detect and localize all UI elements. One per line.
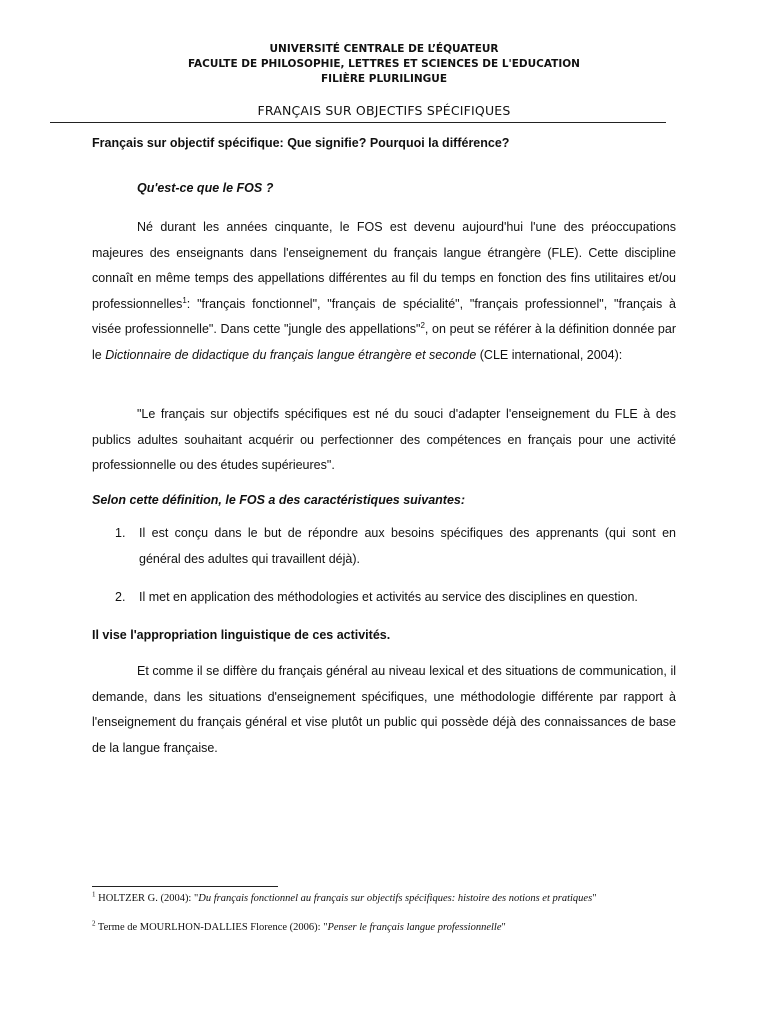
footnote-2 <box>92 919 676 934</box>
definition-quote-text: "Le français sur objectifs spécifiques est né du souci d'adapter l'enseignement du FLE à des publics adultes souhaitant acquérir ou perfectionner des compétences en français pour une activité professionnelle ou des études supérieures". <box>92 407 676 472</box>
document-title: FRANÇAIS SUR OBJECTIFS SPÉCIFIQUES <box>257 103 511 118</box>
dictionary-title: Dictionnaire de didactique du français langue étrangère et seconde <box>105 347 477 362</box>
title-underline <box>50 122 666 123</box>
characteristics-heading: Selon cette définition, le FOS a des caractéristiques suivantes: <box>92 493 466 507</box>
intro-paragraph <box>92 215 676 368</box>
conclusion-paragraph <box>92 659 676 761</box>
footnote-text: Terme de MOURLHON-DALLIES Florence (2006): " <box>95 922 328 933</box>
footnote-work-title: Du français fonctionnel au français sur objectifs spécifiques: histoire des notions et pratiques <box>198 893 593 904</box>
footnote-ref-1: 1 <box>182 295 187 305</box>
faculty-name: FACULTE DE PHILOSOPHIE, LETTRES ET SCIENCES DE L'EDUCATION <box>188 58 580 70</box>
university-name: UNIVERSITÉ CENTRALE DE L’ÉQUATEUR <box>269 43 499 55</box>
list-number: 1. <box>115 526 126 540</box>
list-number: 2. <box>115 590 126 604</box>
intro-text-d: (CLE international, 2004): <box>476 347 623 362</box>
question-heading: Français sur objectif spécifique: Que signifie? Pourquoi la différence? <box>92 136 510 150</box>
footnote-text: HOLTZER G. (2004): " <box>95 893 199 904</box>
footnote-mark: 2 <box>92 919 96 928</box>
footnote-work-title: Penser le français langue professionnelle <box>327 922 502 933</box>
fos-subheading: Qu'est-ce que le FOS ? <box>137 181 274 195</box>
intro-text-a: Né durant les années cinquante, le FOS est devenu aujourd'hui l'une des préoccupations majeures des enseignants dans l'enseignement du français langue étrangère (FLE). Cette discipline connaît en même temps des appellations différentes au fil du temps en fonction des fins utilitaires et/ou professionnelles <box>92 220 676 311</box>
footnote-ref-2: 2 <box>420 320 425 330</box>
footnote-1 <box>92 890 676 905</box>
list-text: Il est conçu dans le but de répondre aux besoins spécifiques des apprenants (qui sont en général des adultes qui travaillent déjà). <box>139 526 676 566</box>
aim-heading: Il vise l'appropriation linguistique de ces activités. <box>92 628 391 642</box>
conclusion-text: Et comme il se diffère du français général au niveau lexical et des situations de communication, il demande, dans les situations d'enseignement spécifiques, une méthodologie différente par rapport à l'enseignement du français général et vise plutôt un public qui possède déjà des connaissances de base de la langue française. <box>92 664 676 755</box>
intro-text-c: , on peut se référer à la définition donnée par le <box>92 322 676 362</box>
program-name: FILIÈRE PLURILINGUE <box>321 73 447 85</box>
list-text: Il met en application des méthodologies et activités au service des disciplines en question. <box>139 590 638 604</box>
definition-quote <box>92 402 676 479</box>
footnote-text: " <box>592 893 597 904</box>
footnote-text: " <box>501 922 506 933</box>
intro-text-b: : "français fonctionnel", "français de spécialité", "français professionnel", "français à visée professionnelle". Dans cette "jungle des appellations" <box>92 296 676 336</box>
footnote-mark: 1 <box>92 890 96 899</box>
footnote-separator <box>92 886 278 887</box>
